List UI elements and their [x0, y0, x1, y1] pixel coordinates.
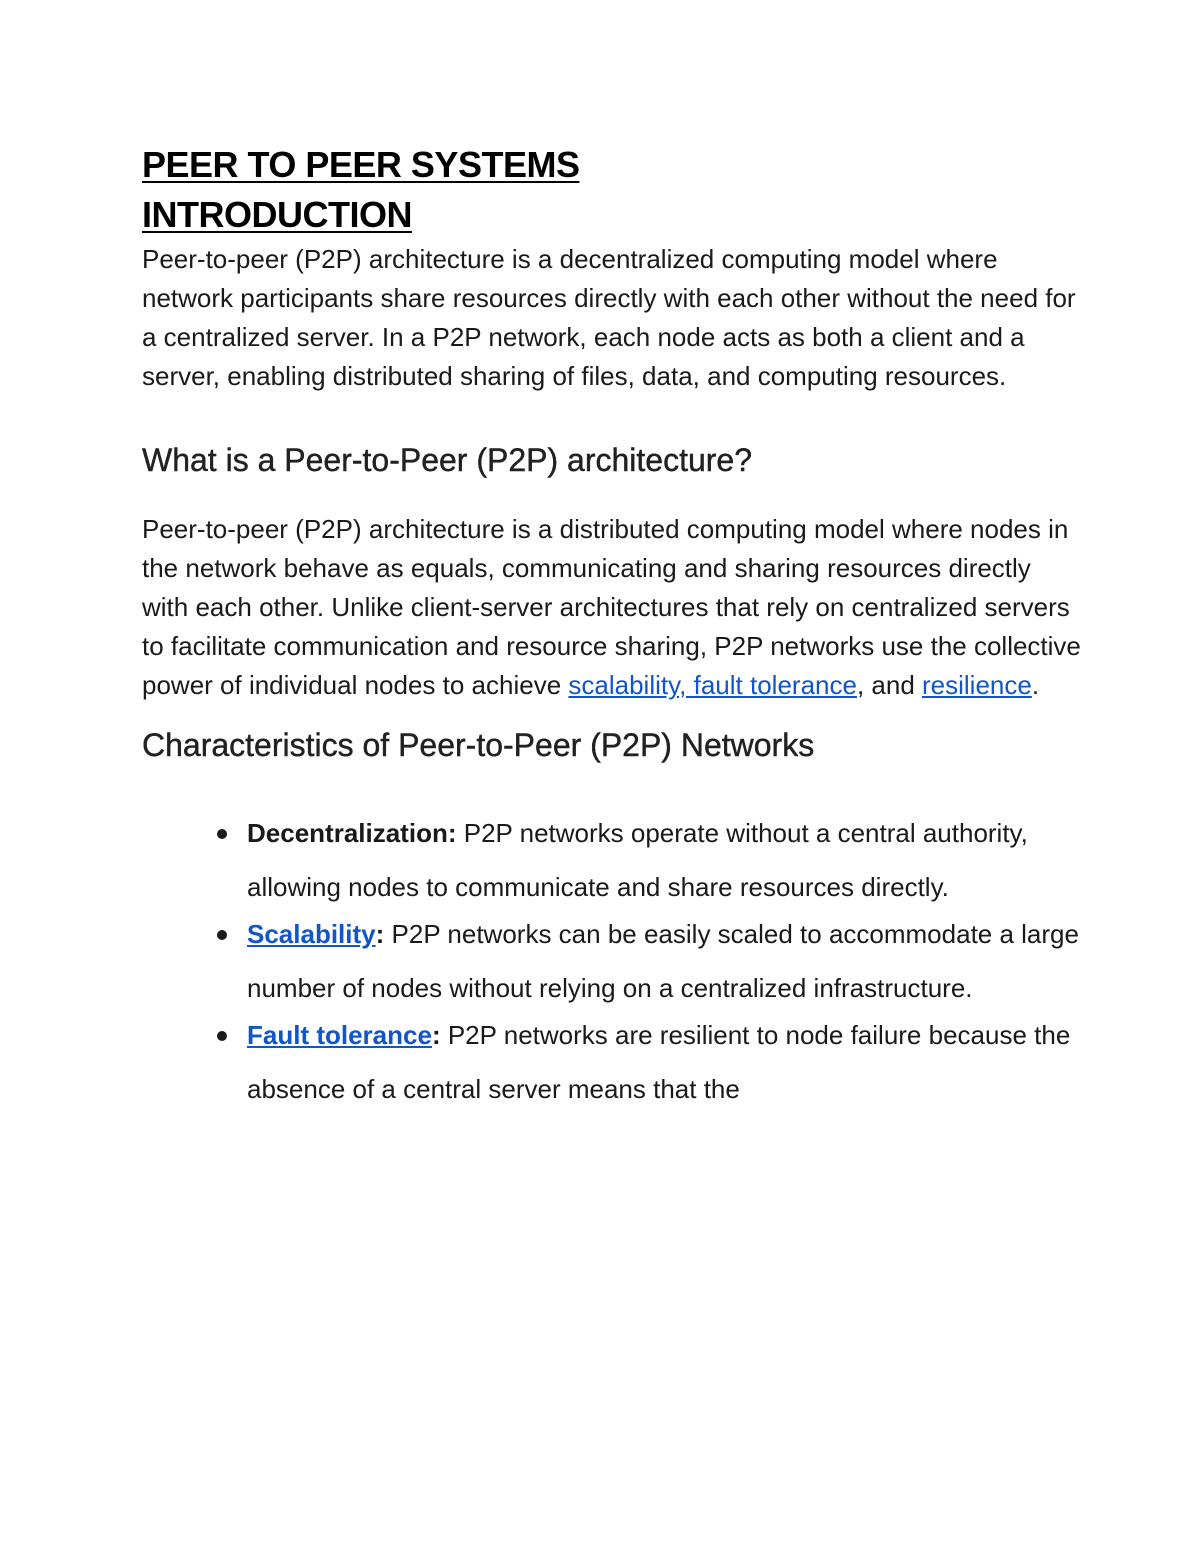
scalability-fault-tolerance-link[interactable]: scalability, fault tolerance [568, 670, 857, 700]
definition-text: Peer-to-peer (P2P) architecture is a distributed computing model where nodes in the network behave as equals, communicating and sharing resources directly with each other. Unlike client-server architectures that rely on centralized servers to facilitate communication and resource sharing, P2P networks use the collective power of individual nodes to achieve [142, 514, 1081, 700]
list-item [247, 908, 1082, 1015]
intro-paragraph: Peer-to-peer (P2P) architecture is a decentralized computing model where network participants share resources directly with each other without the need for a centralized server. In a P2P network, each node acts as both a client and a server, enabling distributed sharing of files, data, and computing resources. [142, 244, 1076, 391]
list-item [247, 807, 1082, 914]
document-subtitle: INTRODUCTION [142, 194, 412, 235]
list-item [247, 1009, 1082, 1116]
characteristics-list [142, 807, 1082, 1116]
list-item-term: Decentralization: [247, 818, 457, 848]
section-heading-characteristics: Characteristics of Peer-to-Peer (P2P) Networks [142, 727, 815, 763]
document-title: PEER TO PEER SYSTEMS [142, 144, 580, 185]
list-item-description: P2P networks can be easily scaled to accommodate a large number of nodes without relying on a centralized infrastructure. [247, 919, 1079, 1003]
bullet-icon [217, 930, 227, 940]
definition-text-middle: , and [856, 670, 923, 700]
section-heading-what-is-p2p: What is a Peer-to-Peer (P2P) architecture? [142, 442, 753, 478]
definition-text-end: . [1031, 670, 1040, 700]
list-item-description: P2P networks are resilient to node failure because the absence of a central server means that the [247, 1020, 1071, 1104]
definition-paragraph [142, 510, 1082, 705]
list-item-colon: : [431, 1020, 441, 1050]
bullet-icon [217, 829, 227, 839]
document-page [142, 140, 1082, 1116]
list-item-description: P2P networks operate without a central authority, allowing nodes to communicate and share resources directly. [247, 818, 1028, 902]
resilience-link[interactable]: resilience [922, 670, 1032, 700]
scalability-link[interactable]: Scalability [247, 919, 376, 949]
fault-tolerance-link[interactable]: Fault tolerance [247, 1020, 432, 1050]
list-item-colon: : [375, 919, 385, 949]
bullet-icon [217, 1031, 227, 1041]
